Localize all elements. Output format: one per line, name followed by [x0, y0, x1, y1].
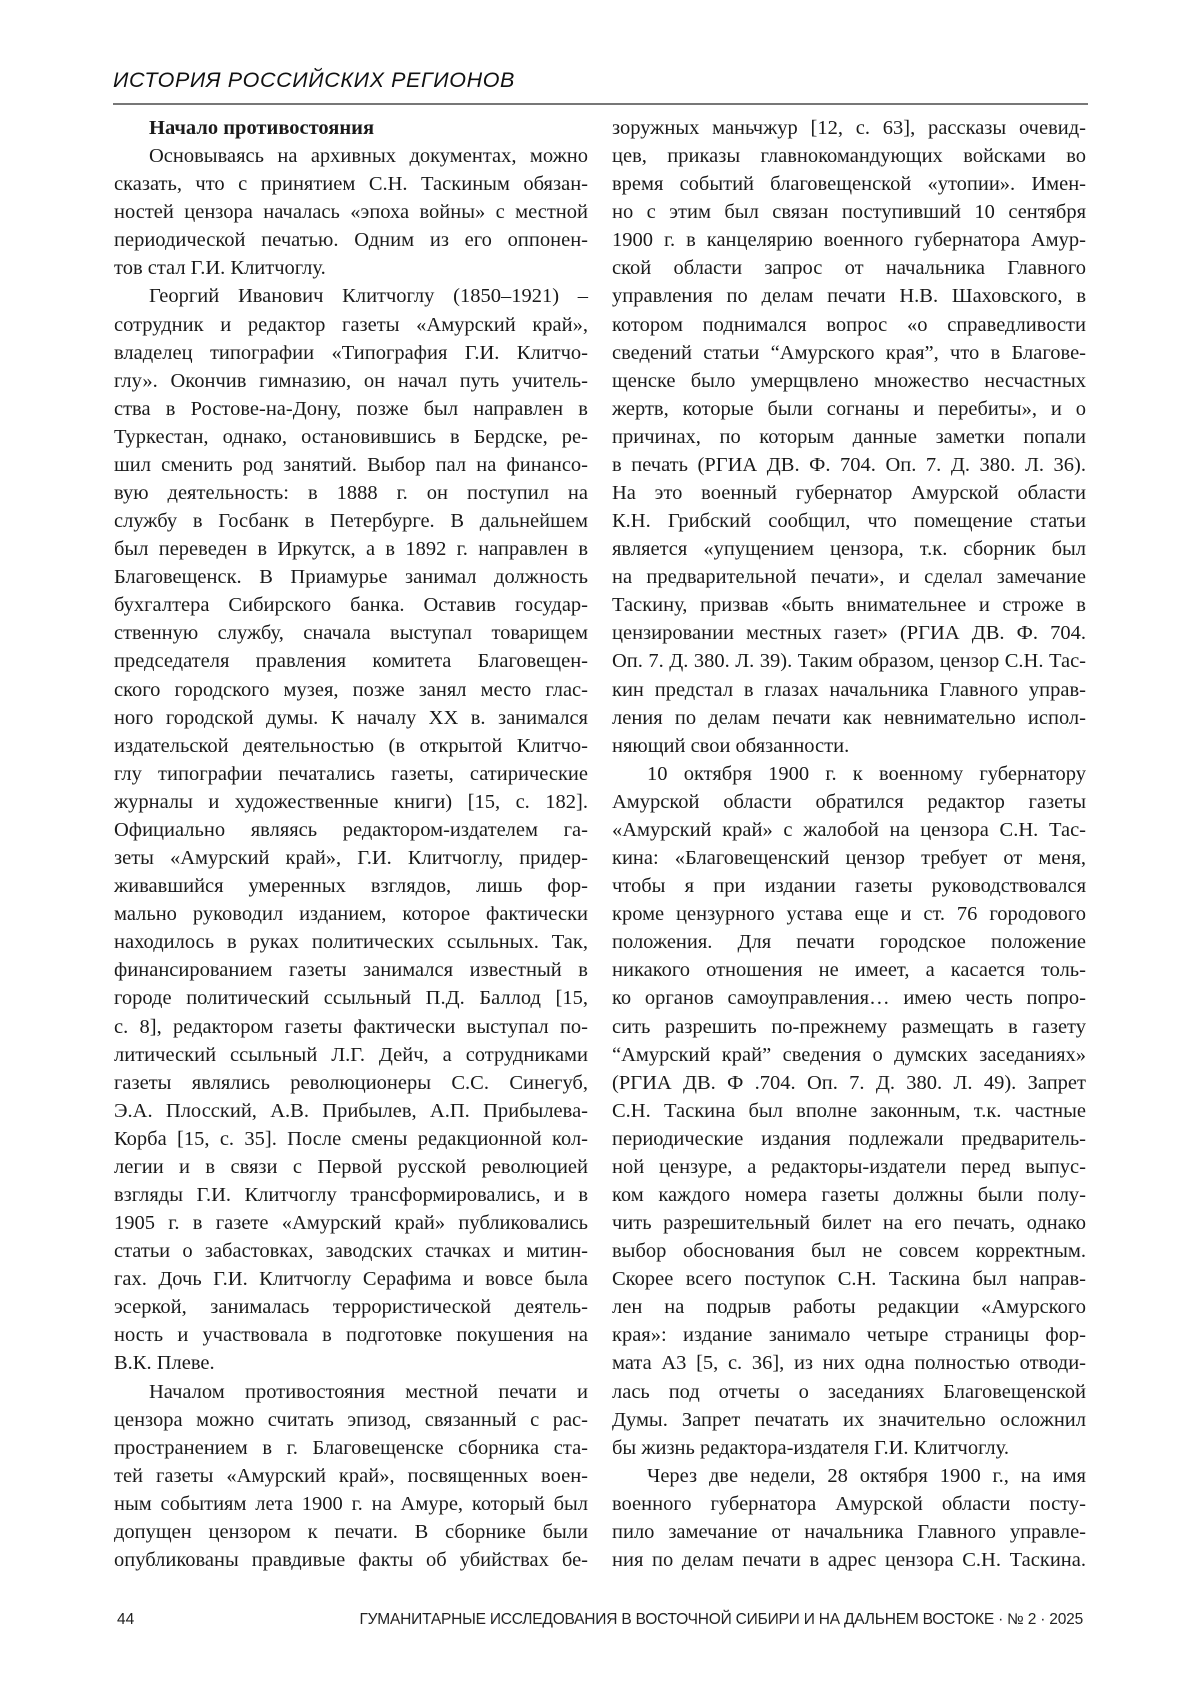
text-line: сказать, что с принятием С.Н. Таскиным обязан-: [114, 173, 588, 196]
text-line: гах. Дочь Г.И. Клитчоглу Серафима и вовсе была: [114, 1268, 588, 1291]
text-line: был переведен в Иркутск, а в 1892 г. направлен в: [114, 538, 588, 561]
text-line: щенске было умерщвлено множество несчастных: [612, 369, 1086, 392]
text-line: зоружных маньчжур [12, с. 63], рассказы очевид-: [612, 117, 1086, 139]
text-line: выбор обоснования был не совсем корректным.: [612, 1240, 1086, 1263]
text-line: владелец типографии «Типография Г.И. Клитчо-: [114, 341, 588, 364]
journal-title: ГУМАНИТАРНЫЕ ИССЛЕДОВАНИЯ В ВОСТОЧНОЙ СИБИРИ И НА ДАЛЬНЕМ ВОСТОКЕ · № 2 · 2025: [359, 1611, 1083, 1628]
text-line: вую деятельность: в 1888 г. он поступил на: [114, 482, 588, 505]
text-line: издательской деятельностью (в открытой Клитчо-: [114, 734, 588, 757]
text-line: 1900 г. в канцелярию военного губернатора Амур-: [612, 229, 1086, 252]
text-line: периодической печатью. Одним из его оппонен-: [114, 229, 588, 252]
text-line: Амурской области обратился редактор газеты: [612, 790, 1086, 813]
text-line: зеты «Амурский край», Г.И. Клитчоглу, придер-: [114, 847, 588, 870]
text-line: кин предстал в глазах начальника Главного управ-: [612, 678, 1086, 701]
text-line: цензора можно считать эпизод, связанный с рас-: [114, 1408, 588, 1431]
text-line: службу в Госбанк в Петербурге. В дальнейшем: [114, 510, 588, 533]
paragraph: [114, 1378, 588, 1575]
text-line: Благовещенск. В Приамурье занимал должность: [114, 566, 588, 589]
text-line: положения. Для печати городское положение: [612, 931, 1086, 954]
text-line: ным событиям лета 1900 г. на Амуре, который был: [114, 1492, 588, 1515]
text-line: никакого отношения не имеет, а касается толь-: [612, 959, 1086, 982]
text-line: периодические издания подлежали предваритель-: [612, 1127, 1086, 1150]
header-rule: [113, 103, 1088, 105]
text-line: ственную службу, сначала выступал товарищем: [114, 622, 588, 645]
text-line: ства в Ростове-на-Дону, позже был направлен в: [114, 397, 588, 420]
text-line: Э.А. Плосский, А.В. Прибылев, А.П. Прибылева-: [114, 1099, 588, 1122]
text-line: сить разрешить по-прежнему размещать в газету: [612, 1015, 1086, 1038]
text-line: котором поднимался вопрос «о справедливости: [612, 313, 1086, 336]
text-line: с. 8], редактором газеты фактически выступал по-: [114, 1015, 588, 1038]
text-line: Основываясь на архивных документах, можно: [149, 145, 588, 168]
text-line: но с этим был связан поступивший 10 сентября: [612, 201, 1086, 224]
text-line: тей газеты «Амурский край», посвященных воен-: [114, 1464, 588, 1487]
text-line: жертв, которые были согнаны и перебиты», и о: [612, 397, 1086, 420]
text-line: на предварительной печати», и сделал замечание: [612, 566, 1086, 589]
text-line: допущен цензором к печати. В сборнике были: [114, 1520, 588, 1543]
text-line: является «упущением цензора, т.к. сборник был: [612, 538, 1086, 561]
text-line: мально руководил изданием, которое фактически: [114, 903, 588, 926]
paragraph: [612, 760, 1086, 1462]
text-line: С.Н. Таскина был вполне законным, т.к. частные: [612, 1099, 1086, 1122]
text-line: ного городской думы. К началу XX в. занимался: [114, 706, 588, 729]
right-column: [612, 114, 1086, 1574]
text-line: цев, приказы главнокомандующих войсками во: [612, 145, 1086, 168]
text-line: пространением в г. Благовещенске сборника ста-: [114, 1436, 588, 1459]
text-line: 10 октября 1900 г. к военному губернатору: [647, 762, 1086, 785]
text-line: председателя правления комитета Благовещен-: [114, 650, 588, 673]
text-line: глу типографии печатались газеты, сатирические: [114, 762, 588, 785]
text-line: На это военный губернатор Амурской области: [612, 482, 1086, 505]
text-line: цензировании местных газет» (РГИА ДВ. Ф. 704.: [612, 622, 1086, 645]
text-line: ной цензуре, а редакторы-издатели перед выпус-: [612, 1155, 1086, 1178]
text-line: «Амурский край» с жалобой на цензора С.Н. Тас-: [612, 818, 1086, 841]
text-line: (РГИА ДВ. Ф .704. Оп. 7. Д. 380. Л. 49). Запрет: [612, 1071, 1086, 1094]
text-line: Оп. 7. Д. 380. Л. 39). Таким образом, цензор С.Н. Тас-: [612, 650, 1086, 673]
text-line: Георгий Иванович Клитчоглу (1850–1921) –: [149, 285, 588, 308]
text-line: К.Н. Грибский сообщил, что помещение статьи: [612, 510, 1086, 533]
text-line: Думы. Запрет печатать их значительно осложнил: [612, 1408, 1086, 1431]
paragraph: [114, 282, 588, 1377]
text-line: журналы и художественные книги) [15, с. 182].: [114, 790, 588, 813]
text-line: бы жизнь редактора-издателя Г.И. Клитчоглу.: [612, 1436, 1009, 1459]
text-line: пило замечание от начальника Главного управле-: [612, 1520, 1086, 1543]
text-line: финансированием газеты занимался известный в: [114, 959, 588, 982]
text-line: опубликованы правдивые факты об убийствах бе-: [114, 1548, 588, 1571]
text-line: В.К. Плеве.: [114, 1352, 215, 1375]
text-line: легии и в связи с Первой русской революцией: [114, 1155, 588, 1178]
text-line: 1905 г. в газете «Амурский край» публиковались: [114, 1212, 588, 1235]
paragraph: [612, 114, 1086, 760]
text-line: ность и участвовала в подготовке покушения на: [114, 1324, 588, 1347]
text-line: городе политический ссыльный П.Д. Баллод [15,: [114, 987, 588, 1010]
page-number: 44: [117, 1611, 135, 1628]
text-line: Официально являясь редактором-издателем га-: [114, 818, 588, 841]
text-line: мата А3 [5, с. 36], из них одна полностью отводи-: [612, 1352, 1086, 1375]
section-heading: Начало противостояния: [149, 117, 375, 139]
text-line: время событий благовещенской «утопии». Имен-: [612, 173, 1086, 196]
text-line: живавшийся умеренных взглядов, лишь фор-: [114, 875, 588, 898]
text-line: ления по делам печати как невнимательно испол-: [612, 706, 1086, 729]
text-line: Скорее всего поступок С.Н. Таскина был направ-: [612, 1268, 1086, 1291]
running-head-section-title: ИСТОРИЯ РОССИЙСКИХ РЕГИОНОВ: [113, 68, 515, 92]
text-line: военного губернатора Амурской области посту-: [612, 1492, 1086, 1515]
text-line: “Амурский край” сведения о думских заседаниях»: [612, 1043, 1086, 1066]
text-line: Началом противостояния местной печати и: [149, 1380, 588, 1403]
text-line: ской области запрос от начальника Главного: [612, 257, 1086, 280]
text-line: Корба [15, с. 35]. После смены редакционной кол-: [114, 1127, 588, 1150]
text-line: эсеркой, занималась террористической деятель-: [114, 1296, 588, 1319]
text-line: причинах, по которым данные заметки попали: [612, 425, 1086, 448]
text-line: ностей цензора началась «эпоха войны» с местной: [114, 201, 588, 224]
text-line: тов стал Г.И. Клитчоглу.: [114, 257, 326, 280]
text-line: находилось в руках политических ссыльных. Так,: [114, 931, 588, 954]
text-line: сотрудник и редактор газеты «Амурский край»,: [114, 313, 588, 336]
text-line: управления по делам печати Н.В. Шаховского, в: [612, 285, 1086, 308]
text-line: ком каждого номера газеты должны были полу-: [612, 1183, 1086, 1206]
text-line: литический ссыльный Л.Г. Дейч, а сотрудниками: [114, 1043, 588, 1066]
text-line: статьи о забастовках, заводских стачках и митин-: [114, 1240, 588, 1263]
text-line: сведений статьи “Амурского края”, что в Благове-: [612, 341, 1086, 364]
text-line: няющий свои обязанности.: [612, 734, 850, 757]
paragraph: [612, 1462, 1086, 1574]
text-line: Таскину, призвав «быть внимательнее и строже в: [612, 594, 1086, 617]
text-line: ского городского музея, позже занял место глас-: [114, 678, 588, 701]
text-line: края»: издание занимало четыре страницы фор-: [612, 1324, 1086, 1347]
text-line: Туркестан, однако, остановившись в Бердске, ре-: [114, 425, 588, 448]
paragraph: [114, 142, 588, 282]
text-line: Через две недели, 28 октября 1900 г., на имя: [647, 1464, 1086, 1487]
text-line: чить разрешительный билет на его печать, однако: [612, 1212, 1086, 1235]
text-line: в печать (РГИА ДВ. Ф. 704. Оп. 7. Д. 380. Л. 36).: [612, 453, 1086, 476]
text-line: бухгалтера Сибирского банка. Оставив государ-: [114, 594, 588, 617]
text-line: лась под отчеты о заседаниях Благовещенской: [612, 1380, 1086, 1403]
text-line: кина: «Благовещенский цензор требует от меня,: [612, 847, 1086, 870]
text-line: ния по делам печати в адрес цензора С.Н. Таскина.: [612, 1548, 1086, 1571]
text-line: кроме цензурного устава еще и ст. 76 городового: [612, 903, 1086, 926]
text-line: взгляды Г.И. Клитчоглу трансформировались, и в: [114, 1183, 588, 1206]
text-line: ко органов самоуправления… имею честь попро-: [612, 987, 1086, 1010]
text-line: шил сменить род занятий. Выбор пал на финансо-: [114, 453, 588, 476]
left-column: [114, 114, 588, 1574]
text-line: чтобы я при издании газеты руководствовался: [612, 875, 1086, 898]
text-line: лен на подрыв работы редакции «Амурского: [612, 1296, 1086, 1319]
text-line: газеты являлись революционеры С.С. Синегуб,: [114, 1071, 588, 1094]
text-line: глу». Окончив гимназию, он начал путь учитель-: [114, 369, 588, 392]
